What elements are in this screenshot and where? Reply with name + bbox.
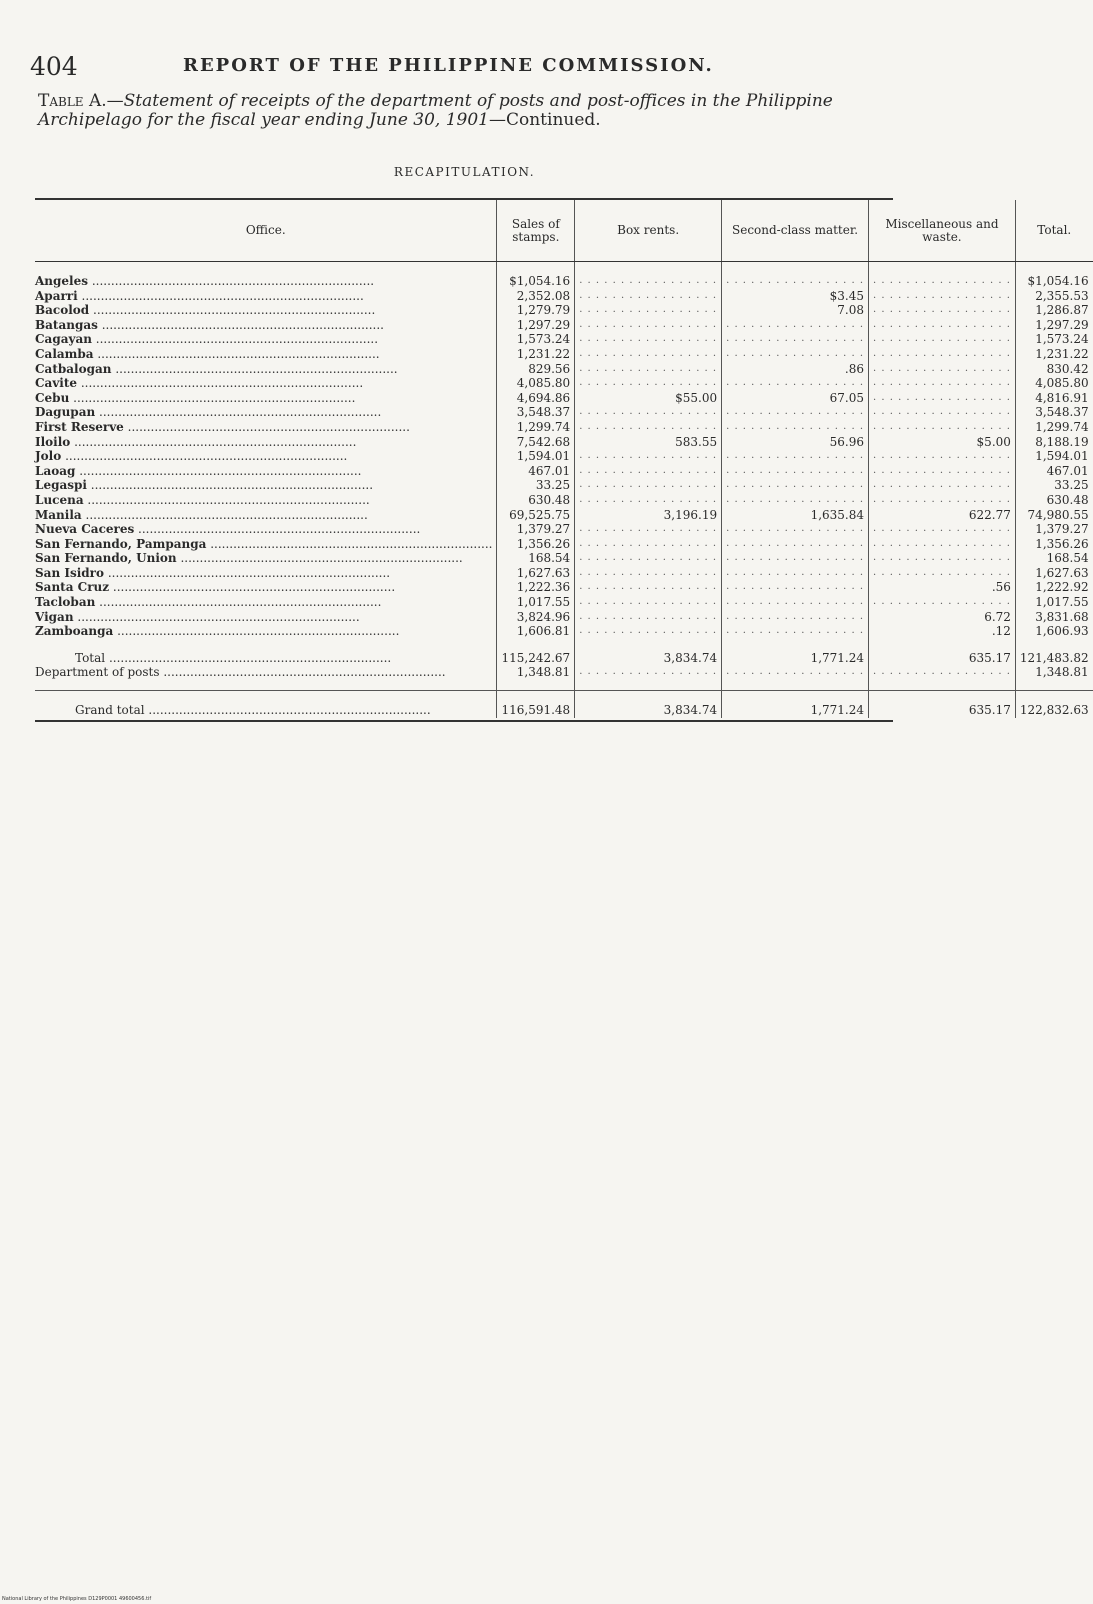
leader-dots: ..........................................................................	[104, 565, 391, 580]
total-cell: 1,627.63	[1015, 566, 1092, 581]
table-row	[35, 522, 1093, 537]
total-cell: 1,017.55	[1015, 595, 1092, 610]
box-empty-cell: . . . . . . . . . . . . . . . . .	[575, 566, 722, 581]
misc-empty-cell: . . . . . . . . . . . . . . . . .	[869, 522, 1016, 537]
office-cell	[35, 391, 497, 406]
recapitulation-table	[35, 198, 1089, 722]
office-cell	[35, 347, 497, 362]
office-name: Aparri	[35, 288, 78, 303]
total-cell: 1,379.27	[1015, 522, 1092, 537]
caption-tail: Continued.	[505, 110, 601, 130]
stamps-cell: 69,525.75	[497, 508, 575, 523]
office-name: Cagayan	[35, 332, 92, 347]
total-cell: 1,222.92	[1015, 580, 1092, 595]
office-cell	[35, 318, 497, 333]
stamps-cell: 3,824.96	[497, 610, 575, 625]
misc-empty-cell: . . . . . . . . . . . . . . . . .	[869, 665, 1016, 680]
office-cell	[35, 508, 497, 523]
box-empty-cell: . . . . . . . . . . . . . . . . .	[575, 493, 722, 508]
stamps-cell: 630.48	[497, 493, 575, 508]
box-empty-cell: . . . . . . . . . . . . . . . . .	[575, 274, 722, 289]
leader-dots: ..........................................................................	[144, 703, 431, 718]
office-cell	[35, 376, 497, 391]
leader-dots: ..........................................................................	[134, 522, 421, 537]
total-cell: 3,548.37	[1015, 405, 1092, 420]
leader-dots: ..........................................................................	[105, 650, 392, 665]
box-cell: 3,834.74	[575, 651, 722, 666]
total-cell: 630.48	[1015, 493, 1092, 508]
total-cell: 2,355.53	[1015, 289, 1092, 304]
misc-cell: .56	[869, 580, 1016, 595]
leader-dots: ..........................................................................	[97, 317, 384, 332]
office-cell	[35, 537, 497, 552]
office-cell	[35, 703, 497, 718]
leader-dots: ..........................................................................	[95, 595, 382, 610]
misc-empty-cell: . . . . . . . . . . . . . . . . .	[869, 464, 1016, 479]
total-cell: 1,297.29	[1015, 318, 1092, 333]
total-cell: 1,356.26	[1015, 537, 1092, 552]
stamps-cell: 1,222.36	[497, 580, 575, 595]
office-cell	[35, 624, 497, 639]
misc-empty-cell: . . . . . . . . . . . . . . . . .	[869, 449, 1016, 464]
second-empty-cell: . . . . . . . . . . . . . . . . .	[722, 566, 869, 581]
office-name: Dagupan	[35, 405, 96, 420]
office-cell	[35, 464, 497, 479]
leader-dots: ..........................................................................	[61, 449, 348, 464]
total-cell: 1,299.74	[1015, 420, 1092, 435]
office-cell	[35, 580, 497, 595]
stamps-cell: 7,542.68	[497, 435, 575, 450]
second-cell: 1,771.24	[722, 651, 869, 666]
leader-dots: ..........................................................................	[93, 346, 380, 361]
total-cell: 830.42	[1015, 362, 1092, 377]
table-row	[35, 391, 1093, 406]
table-row	[35, 376, 1093, 391]
table-row	[35, 595, 1093, 610]
leader-dots: ..........................................................................	[88, 274, 375, 288]
office-cell	[35, 595, 497, 610]
stamps-cell: 1,594.01	[497, 449, 575, 464]
misc-empty-cell: . . . . . . . . . . . . . . . . .	[869, 318, 1016, 333]
total-cell: 8,188.19	[1015, 435, 1092, 450]
table-row	[35, 464, 1093, 479]
table-row	[35, 478, 1093, 493]
box-empty-cell: . . . . . . . . . . . . . . . . .	[575, 595, 722, 610]
stamps-cell: 1,627.63	[497, 566, 575, 581]
table-row	[35, 303, 1093, 318]
stamps-cell: 2,352.08	[497, 289, 575, 304]
second-cell: 1,635.84	[722, 508, 869, 523]
box-empty-cell: . . . . . . . . . . . . . . . . .	[575, 522, 722, 537]
office-cell	[35, 665, 497, 680]
stamps-cell: 1,299.74	[497, 420, 575, 435]
misc-empty-cell: . . . . . . . . . . . . . . . . .	[869, 303, 1016, 318]
office-name: Zamboanga	[35, 624, 114, 639]
office-cell	[35, 289, 497, 304]
box-cell: 3,834.74	[575, 703, 722, 718]
office-cell	[35, 303, 497, 318]
office-name: Grand total	[75, 703, 145, 718]
misc-empty-cell: . . . . . . . . . . . . . . . . .	[869, 405, 1016, 420]
second-empty-cell: . . . . . . . . . . . . . . . . .	[722, 376, 869, 391]
stamps-cell: 4,085.80	[497, 376, 575, 391]
table-row	[35, 493, 1093, 508]
misc-empty-cell: . . . . . . . . . . . . . . . . .	[869, 493, 1016, 508]
office-cell	[35, 610, 497, 625]
total-cell: 1,286.87	[1015, 303, 1092, 318]
office-name: Department of posts	[35, 665, 160, 680]
office-name: Vigan	[35, 609, 74, 624]
second-empty-cell: . . . . . . . . . . . . . . . . .	[722, 274, 869, 289]
header-second-class: Second-class matter.	[722, 200, 869, 262]
table-row	[35, 610, 1093, 625]
misc-cell: 6.72	[869, 610, 1016, 625]
leader-dots: ..........................................................................	[206, 536, 493, 551]
page-number: 404	[30, 52, 78, 81]
header-stamps: Sales of stamps.	[497, 200, 575, 262]
box-empty-cell: . . . . . . . . . . . . . . . . .	[575, 580, 722, 595]
office-name: First Reserve	[35, 419, 124, 434]
stamps-cell: 1,297.29	[497, 318, 575, 333]
total-cell: 1,348.81	[1015, 665, 1092, 680]
table-caption	[38, 92, 893, 130]
table-row	[35, 449, 1093, 464]
total-cell: 122,832.63	[1015, 703, 1092, 718]
table-body	[35, 262, 1093, 718]
table-row	[35, 580, 1093, 595]
stamps-cell: 1,356.26	[497, 537, 575, 552]
total-cell: 1,231.22	[1015, 347, 1092, 362]
stamps-cell: 1,606.81	[497, 624, 575, 639]
total-cell: 1,573.24	[1015, 332, 1092, 347]
misc-empty-cell: . . . . . . . . . . . . . . . . .	[869, 551, 1016, 566]
box-empty-cell: . . . . . . . . . . . . . . . . .	[575, 537, 722, 552]
box-cell: 3,196.19	[575, 508, 722, 523]
second-empty-cell: . . . . . . . . . . . . . . . . .	[722, 347, 869, 362]
leader-dots: ..........................................................................	[159, 665, 446, 680]
second-empty-cell: . . . . . . . . . . . . . . . . .	[722, 551, 869, 566]
second-cell: 7.08	[722, 303, 869, 318]
second-cell: 56.96	[722, 435, 869, 450]
office-cell	[35, 420, 497, 435]
stamps-cell: 168.54	[497, 551, 575, 566]
office-name: Lucena	[35, 492, 84, 507]
running-head: REPORT OF THE PHILIPPINE COMMISSION.	[183, 55, 714, 76]
misc-empty-cell: . . . . . . . . . . . . . . . . .	[869, 478, 1016, 493]
stamps-cell: 1,573.24	[497, 332, 575, 347]
total-cell: 121,483.82	[1015, 651, 1092, 666]
office-name: Laoag	[35, 463, 76, 478]
office-name: Jolo	[35, 449, 62, 464]
office-name: Angeles	[35, 274, 89, 288]
archive-footer: National Library of the Philippines D129P0001 49600456.tif	[2, 1596, 152, 1602]
misc-empty-cell: . . . . . . . . . . . . . . . . .	[869, 362, 1016, 377]
total-cell: 1,606.93	[1015, 624, 1092, 639]
box-empty-cell: . . . . . . . . . . . . . . . . .	[575, 332, 722, 347]
leader-dots: ..........................................................................	[86, 478, 374, 493]
leader-dots: ..........................................................................	[69, 390, 356, 405]
stamps-cell: 1,017.55	[497, 595, 575, 610]
leader-dots: ..........................................................................	[111, 361, 398, 376]
header-office: Office.	[35, 200, 497, 262]
stamps-cell: 116,591.48	[497, 703, 575, 718]
misc-empty-cell: . . . . . . . . . . . . . . . . .	[869, 391, 1016, 406]
misc-empty-cell: . . . . . . . . . . . . . . . . .	[869, 537, 1016, 552]
stamps-cell: 1,379.27	[497, 522, 575, 537]
leader-dots: ..........................................................................	[70, 434, 357, 449]
box-empty-cell: . . . . . . . . . . . . . . . . .	[575, 405, 722, 420]
table-subtitle: RECAPITULATION.	[393, 165, 536, 179]
table-row	[35, 274, 1093, 289]
table-row	[35, 665, 1093, 680]
office-name: San Fernando, Union	[35, 551, 177, 566]
misc-cell: 622.77	[869, 508, 1016, 523]
total-cell: 4,085.80	[1015, 376, 1092, 391]
office-cell	[35, 449, 497, 464]
table-row	[35, 703, 1093, 718]
header-box-rents: Box rents.	[575, 200, 722, 262]
office-name: Iloilo	[35, 434, 71, 449]
office-name: Total	[75, 650, 106, 665]
table-row	[35, 362, 1093, 377]
misc-cell: .12	[869, 624, 1016, 639]
box-empty-cell: . . . . . . . . . . . . . . . . .	[575, 610, 722, 625]
office-name: Tacloban	[35, 595, 96, 610]
leader-dots: ..........................................................................	[109, 580, 396, 595]
total-cell: 3,831.68	[1015, 610, 1092, 625]
box-empty-cell: . . . . . . . . . . . . . . . . .	[575, 449, 722, 464]
box-cell: $55.00	[575, 391, 722, 406]
stamps-cell: 829.56	[497, 362, 575, 377]
stamps-cell: 1,231.22	[497, 347, 575, 362]
second-cell: $3.45	[722, 289, 869, 304]
box-empty-cell: . . . . . . . . . . . . . . . . .	[575, 665, 722, 680]
second-cell: 1,771.24	[722, 703, 869, 718]
leader-dots: ..........................................................................	[77, 288, 364, 303]
table-row	[35, 651, 1093, 666]
box-empty-cell: . . . . . . . . . . . . . . . . .	[575, 478, 722, 493]
office-name: Santa Cruz	[35, 580, 110, 595]
stamps-cell: 1,279.79	[497, 303, 575, 318]
box-empty-cell: . . . . . . . . . . . . . . . . .	[575, 347, 722, 362]
second-empty-cell: . . . . . . . . . . . . . . . . .	[722, 332, 869, 347]
second-empty-cell: . . . . . . . . . . . . . . . . .	[722, 595, 869, 610]
second-empty-cell: . . . . . . . . . . . . . . . . .	[722, 405, 869, 420]
table-row	[35, 624, 1093, 639]
second-empty-cell: . . . . . . . . . . . . . . . . .	[722, 522, 869, 537]
misc-empty-cell: . . . . . . . . . . . . . . . . .	[869, 332, 1016, 347]
office-cell	[35, 405, 497, 420]
caption-body: —Statement of receipts of the department of posts and post-offices in the Philippine Archipelago for the fiscal year ending June 30, 1901—	[38, 91, 833, 130]
second-empty-cell: . . . . . . . . . . . . . . . . .	[722, 449, 869, 464]
stamps-cell: 115,242.67	[497, 651, 575, 666]
leader-dots: ..........................................................................	[83, 492, 370, 507]
header-total: Total.	[1015, 200, 1092, 262]
table-row	[35, 566, 1093, 581]
table-row	[35, 435, 1093, 450]
office-cell	[35, 566, 497, 581]
leader-dots: ..........................................................................	[75, 463, 362, 478]
second-empty-cell: . . . . . . . . . . . . . . . . .	[722, 420, 869, 435]
office-cell	[35, 551, 497, 566]
table-row	[35, 289, 1093, 304]
box-empty-cell: . . . . . . . . . . . . . . . . .	[575, 318, 722, 333]
table-row	[35, 405, 1093, 420]
leader-dots: ..........................................................................	[81, 507, 368, 522]
total-cell: 467.01	[1015, 464, 1092, 479]
table-row	[35, 508, 1093, 523]
office-name: Nueva Caceres	[35, 522, 135, 537]
office-cell	[35, 435, 497, 450]
leader-dots: ..........................................................................	[123, 419, 410, 434]
total-cell: $1,054.16	[1015, 274, 1092, 289]
second-empty-cell: . . . . . . . . . . . . . . . . .	[722, 665, 869, 680]
box-empty-cell: . . . . . . . . . . . . . . . . .	[575, 362, 722, 377]
stamps-cell: 467.01	[497, 464, 575, 479]
stamps-cell: 4,694.86	[497, 391, 575, 406]
leader-dots: ..........................................................................	[77, 376, 364, 391]
stamps-cell: 3,548.37	[497, 405, 575, 420]
leader-dots: ..........................................................................	[176, 551, 463, 566]
office-cell	[35, 274, 497, 289]
table-row	[35, 551, 1093, 566]
table-row	[35, 537, 1093, 552]
office-name: Batangas	[35, 317, 98, 332]
second-empty-cell: . . . . . . . . . . . . . . . . .	[722, 624, 869, 639]
second-empty-cell: . . . . . . . . . . . . . . . . .	[722, 478, 869, 493]
misc-empty-cell: . . . . . . . . . . . . . . . . .	[869, 289, 1016, 304]
misc-empty-cell: . . . . . . . . . . . . . . . . .	[869, 566, 1016, 581]
office-name: Calamba	[35, 346, 94, 361]
misc-empty-cell: . . . . . . . . . . . . . . . . .	[869, 420, 1016, 435]
misc-cell: $5.00	[869, 435, 1016, 450]
caption-lead: Table A.	[38, 91, 107, 111]
box-empty-cell: . . . . . . . . . . . . . . . . .	[575, 624, 722, 639]
second-empty-cell: . . . . . . . . . . . . . . . . .	[722, 318, 869, 333]
header-row	[35, 200, 1093, 262]
table-row	[35, 318, 1093, 333]
leader-dots: ..........................................................................	[73, 609, 360, 624]
office-name: Cavite	[35, 376, 78, 391]
misc-empty-cell: . . . . . . . . . . . . . . . . .	[869, 376, 1016, 391]
leader-dots: ..........................................................................	[113, 624, 400, 639]
office-cell	[35, 522, 497, 537]
table-row	[35, 347, 1093, 362]
office-cell	[35, 332, 497, 347]
office-name: San Fernando, Pampanga	[35, 536, 207, 551]
office-name: San Isidro	[35, 565, 104, 580]
box-cell: 583.55	[575, 435, 722, 450]
stamps-cell: $1,054.16	[497, 274, 575, 289]
office-name: Manila	[35, 507, 82, 522]
table-row	[35, 332, 1093, 347]
total-cell: 4,816.91	[1015, 391, 1092, 406]
box-empty-cell: . . . . . . . . . . . . . . . . .	[575, 420, 722, 435]
total-cell: 33.25	[1015, 478, 1092, 493]
total-cell: 74,980.55	[1015, 508, 1092, 523]
office-cell	[35, 651, 497, 666]
box-empty-cell: . . . . . . . . . . . . . . . . .	[575, 376, 722, 391]
misc-cell: 635.17	[869, 651, 1016, 666]
box-empty-cell: . . . . . . . . . . . . . . . . .	[575, 551, 722, 566]
office-name: Legaspi	[35, 478, 87, 493]
office-cell	[35, 362, 497, 377]
second-empty-cell: . . . . . . . . . . . . . . . . .	[722, 610, 869, 625]
second-empty-cell: . . . . . . . . . . . . . . . . .	[722, 580, 869, 595]
misc-empty-cell: . . . . . . . . . . . . . . . . .	[869, 274, 1016, 289]
office-name: Bacolod	[35, 303, 90, 318]
total-cell: 168.54	[1015, 551, 1092, 566]
misc-cell: 635.17	[869, 703, 1016, 718]
leader-dots: ..........................................................................	[91, 332, 379, 347]
header-misc: Miscellaneous and waste.	[869, 200, 1016, 262]
office-cell	[35, 478, 497, 493]
office-name: Cebu	[35, 390, 70, 405]
office-cell	[35, 493, 497, 508]
second-cell: .86	[722, 362, 869, 377]
box-empty-cell: . . . . . . . . . . . . . . . . .	[575, 303, 722, 318]
misc-empty-cell: . . . . . . . . . . . . . . . . .	[869, 347, 1016, 362]
leader-dots: ..........................................................................	[89, 303, 376, 318]
total-cell: 1,594.01	[1015, 449, 1092, 464]
box-empty-cell: . . . . . . . . . . . . . . . . .	[575, 464, 722, 479]
bottom-rule	[35, 720, 893, 722]
leader-dots: ..........................................................................	[95, 405, 382, 420]
misc-empty-cell: . . . . . . . . . . . . . . . . .	[869, 595, 1016, 610]
second-empty-cell: . . . . . . . . . . . . . . . . .	[722, 464, 869, 479]
table-row	[35, 420, 1093, 435]
stamps-cell: 1,348.81	[497, 665, 575, 680]
second-cell: 67.05	[722, 391, 869, 406]
second-empty-cell: . . . . . . . . . . . . . . . . .	[722, 537, 869, 552]
second-empty-cell: . . . . . . . . . . . . . . . . .	[722, 493, 869, 508]
office-name: Catbalogan	[35, 361, 112, 376]
stamps-cell: 33.25	[497, 478, 575, 493]
box-empty-cell: . . . . . . . . . . . . . . . . .	[575, 289, 722, 304]
